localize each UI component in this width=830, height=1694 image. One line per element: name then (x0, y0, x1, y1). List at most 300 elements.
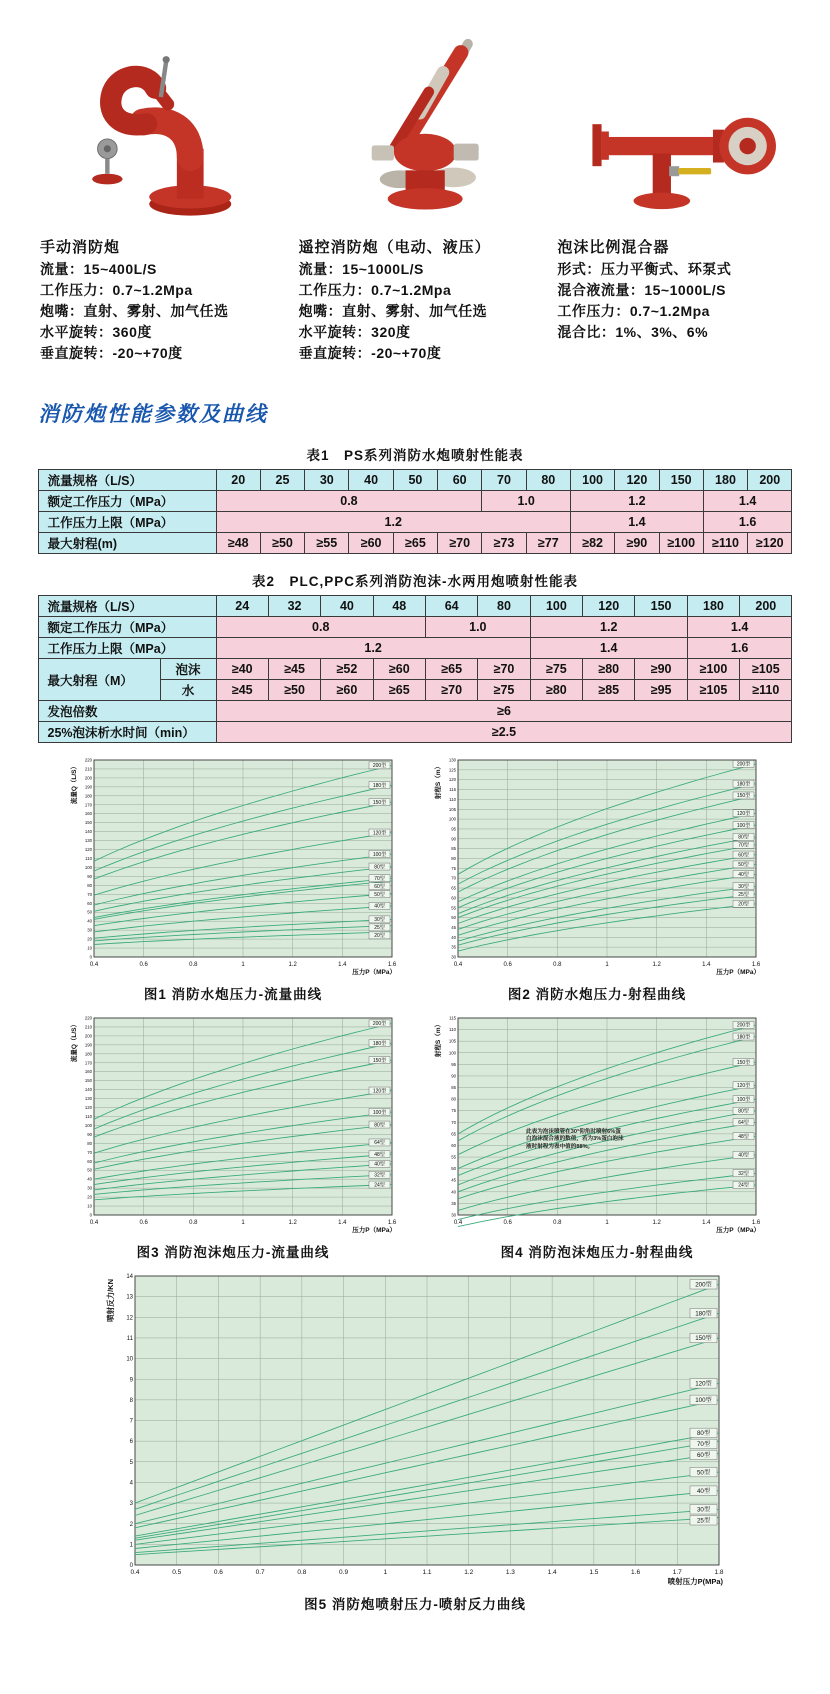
svg-text:流量Q（L/S）: 流量Q（L/S） (71, 763, 78, 805)
svg-text:40型: 40型 (738, 1152, 749, 1159)
svg-text:0.6: 0.6 (139, 962, 148, 968)
table2-title: 表2 PLC,PPC系列消防泡沫-水两用炮喷射性能表 (251, 574, 578, 589)
table-cell: 1.4 (703, 491, 792, 512)
charts-section (0, 753, 830, 1613)
svg-text:90: 90 (451, 836, 456, 842)
svg-text:80: 80 (87, 882, 92, 888)
table-cell: 180 (687, 596, 739, 617)
row-label: 流量规格（L/S） (38, 596, 216, 617)
table-cell: ≥48 (216, 533, 260, 554)
table-cell: 40 (349, 470, 393, 491)
svg-text:1.1: 1.1 (422, 1569, 432, 1576)
svg-text:40型: 40型 (374, 1161, 385, 1168)
svg-text:180: 180 (84, 793, 92, 799)
table-row (38, 701, 792, 722)
chart-canvas (68, 1011, 398, 1235)
svg-text:1.4: 1.4 (338, 1220, 347, 1226)
svg-text:180型: 180型 (695, 1310, 712, 1318)
svg-text:70型: 70型 (374, 875, 385, 882)
svg-text:80型: 80型 (738, 834, 749, 841)
svg-text:150型: 150型 (372, 1057, 387, 1064)
svg-text:1.4: 1.4 (338, 962, 347, 968)
svg-text:喷射反力/KN: 喷射反力/KN (106, 1279, 115, 1322)
chart5-caption: 图5 消防炮喷射压力-喷射反力曲线 (304, 1597, 526, 1612)
svg-text:30型: 30型 (738, 883, 749, 890)
svg-text:48型: 48型 (738, 1133, 749, 1140)
table-cell: 1.4 (687, 617, 792, 638)
svg-text:70型: 70型 (738, 842, 749, 849)
product-name: 手动消防炮 (40, 239, 121, 256)
table-cell: 48 (373, 596, 425, 617)
svg-text:10: 10 (87, 1203, 92, 1209)
svg-text:25型: 25型 (374, 925, 385, 932)
table-cell: 50 (393, 470, 437, 491)
row-label: 最大射程（M） (38, 659, 160, 701)
chart2-caption: 图2 消防水炮压力-射程曲线 (507, 987, 687, 1002)
row-label: 25%泡沫析水时间（min） (38, 722, 216, 743)
svg-text:1.6: 1.6 (751, 962, 761, 968)
chart4-caption: 图4 消防泡沫炮压力-射程曲线 (500, 1245, 694, 1260)
product-specs (557, 259, 804, 343)
table-cell: ≥105 (687, 680, 739, 701)
svg-text:1.2: 1.2 (652, 1220, 661, 1226)
svg-text:160: 160 (84, 1069, 92, 1075)
table-cell: ≥90 (635, 659, 687, 680)
product-spec-line: 炮嘴：直射、雾射、加气任选 (298, 303, 488, 319)
svg-text:压力P（MPa）: 压力P（MPa） (716, 1227, 760, 1234)
table1-ps-series-performance (38, 469, 793, 554)
table-cell: ≥100 (659, 533, 703, 554)
svg-text:50型: 50型 (696, 1469, 711, 1477)
product-spec-line: 混合液流量：15~1000L/S (557, 282, 727, 298)
svg-text:1.2: 1.2 (464, 1569, 474, 1576)
svg-text:180型: 180型 (372, 782, 387, 789)
svg-text:流量Q（L/S）: 流量Q（L/S） (71, 1021, 78, 1063)
table-cell: 120 (583, 596, 635, 617)
svg-text:40型: 40型 (374, 903, 385, 910)
table-cell: ≥6 (216, 701, 792, 722)
manual-fire-monitor-illustration (61, 37, 266, 232)
svg-text:10: 10 (87, 945, 92, 951)
product-specs (40, 259, 287, 364)
chart-canvas (432, 753, 762, 977)
svg-text:90: 90 (87, 1131, 92, 1137)
svg-text:220: 220 (84, 1015, 92, 1021)
svg-text:75: 75 (451, 1108, 456, 1114)
product-spec-line: 水平旋转：360度 (40, 324, 152, 340)
svg-text:60型: 60型 (738, 852, 749, 859)
svg-text:105: 105 (448, 806, 456, 812)
chart-row-1 (0, 753, 830, 1003)
products-section (0, 0, 830, 368)
table-cell: 24 (216, 596, 268, 617)
svg-text:30型: 30型 (374, 917, 385, 924)
svg-text:180: 180 (84, 1051, 92, 1057)
svg-text:210: 210 (84, 1024, 92, 1030)
foam-proportioner-illustration (576, 104, 786, 232)
manual-fire-monitor-photo (40, 24, 287, 232)
table-cell: ≥65 (393, 533, 437, 554)
svg-text:1: 1 (241, 1220, 245, 1226)
table-cell: ≥100 (687, 659, 739, 680)
svg-text:150: 150 (84, 820, 92, 826)
table-cell: 1.0 (425, 617, 530, 638)
svg-text:95: 95 (451, 1061, 456, 1067)
svg-text:80: 80 (451, 1096, 456, 1102)
svg-text:1: 1 (383, 1569, 388, 1576)
row-label: 工作压力上限（MPa） (38, 512, 216, 533)
table-cell: 200 (748, 470, 792, 491)
chart1-caption: 图1 消防水炮压力-流量曲线 (143, 987, 323, 1002)
table-cell: 70 (482, 470, 526, 491)
svg-text:200型: 200型 (695, 1281, 712, 1289)
svg-text:0.8: 0.8 (297, 1569, 307, 1576)
table-cell: ≥75 (530, 659, 582, 680)
svg-text:30: 30 (451, 1212, 456, 1218)
svg-text:60: 60 (87, 1158, 92, 1164)
svg-text:1: 1 (129, 1542, 133, 1549)
svg-text:50: 50 (451, 915, 456, 921)
svg-text:1: 1 (605, 1220, 609, 1226)
table-row (38, 533, 792, 554)
product-spec-line: 混合比：1%、3%、6% (557, 324, 709, 340)
svg-text:50: 50 (87, 909, 92, 915)
svg-text:1.4: 1.4 (702, 1220, 711, 1226)
table2-plc-ppc-series-performance (38, 595, 793, 743)
svg-text:120型: 120型 (372, 830, 387, 837)
svg-text:8: 8 (129, 1397, 133, 1404)
svg-text:100: 100 (448, 1050, 456, 1056)
svg-text:2: 2 (129, 1521, 133, 1528)
svg-text:80: 80 (87, 1140, 92, 1146)
svg-text:50: 50 (451, 1166, 456, 1172)
svg-text:0.4: 0.4 (453, 1220, 463, 1226)
product-foam-proportioner (557, 24, 804, 364)
svg-text:40型: 40型 (738, 872, 749, 879)
product-remote-monitor (299, 24, 546, 364)
svg-text:喷射压力P(MPa): 喷射压力P(MPa) (667, 1577, 723, 1586)
table-row (38, 638, 792, 659)
svg-text:90: 90 (87, 873, 92, 879)
table-cell: ≥70 (438, 533, 482, 554)
table-cell: ≥65 (425, 659, 477, 680)
table-cell: 150 (635, 596, 687, 617)
table-cell: 0.8 (216, 617, 425, 638)
table-cell: 200 (740, 596, 792, 617)
svg-text:24型: 24型 (374, 1182, 385, 1189)
chart2-water-range (432, 753, 762, 1003)
svg-text:压力P（MPa）: 压力P（MPa） (352, 969, 396, 976)
svg-text:0.6: 0.6 (503, 962, 512, 968)
table-cell: 1.0 (482, 491, 571, 512)
svg-text:80型: 80型 (738, 1108, 749, 1115)
svg-text:0.4: 0.4 (453, 962, 463, 968)
svg-text:150型: 150型 (695, 1335, 712, 1343)
table-cell: ≥82 (570, 533, 614, 554)
svg-text:10: 10 (126, 1356, 133, 1363)
foam-proportioner-photo (557, 24, 804, 232)
svg-text:65: 65 (451, 885, 456, 891)
table-cell: 1.6 (703, 512, 792, 533)
svg-text:9: 9 (129, 1377, 133, 1384)
table-cell: 1.4 (570, 512, 703, 533)
svg-text:30: 30 (87, 927, 92, 933)
svg-text:130: 130 (84, 838, 92, 844)
svg-text:0.6: 0.6 (213, 1569, 223, 1576)
table-cell: 100 (570, 470, 614, 491)
table-cell: ≥65 (373, 680, 425, 701)
svg-text:压力P（MPa）: 压力P（MPa） (716, 969, 760, 976)
row-sublabel: 水 (160, 680, 216, 701)
svg-text:100: 100 (448, 816, 456, 822)
svg-text:150型: 150型 (372, 799, 387, 806)
table-cell: ≥73 (482, 533, 526, 554)
svg-text:4: 4 (129, 1480, 133, 1487)
table-cell: 64 (425, 596, 477, 617)
chart-row-3 (0, 1269, 830, 1613)
table-cell: 1.2 (216, 638, 530, 659)
row-label: 额定工作压力（MPa） (38, 491, 216, 512)
table-cell: ≥110 (703, 533, 747, 554)
chart3-caption: 图3 消防泡沫炮压力-流量曲线 (136, 1245, 330, 1260)
table-row (38, 722, 792, 743)
svg-text:100型: 100型 (372, 1109, 387, 1116)
chart1-water-flow (68, 753, 398, 1003)
product-spec-line: 水平旋转：320度 (298, 324, 411, 340)
table1-title: 表1 PS系列消防水炮喷射性能表 (306, 448, 524, 463)
table-cell: ≥60 (349, 533, 393, 554)
table-cell: ≥60 (373, 659, 425, 680)
svg-text:5: 5 (129, 1459, 133, 1466)
svg-text:40: 40 (451, 934, 456, 940)
chart-canvas (432, 1011, 762, 1235)
product-spec-line: 工作压力：0.7~1.2Mpa (40, 282, 193, 298)
svg-text:25型: 25型 (738, 891, 749, 898)
svg-text:190: 190 (84, 1042, 92, 1048)
remote-fire-monitor-photo (299, 24, 546, 232)
svg-text:40型: 40型 (696, 1487, 711, 1495)
svg-text:180型: 180型 (372, 1040, 387, 1047)
row-label: 发泡倍数 (38, 701, 216, 722)
table-cell: 40 (321, 596, 373, 617)
svg-text:20: 20 (87, 936, 92, 942)
product-spec-line: 垂直旋转：-20~+70度 (40, 345, 183, 361)
svg-text:105: 105 (448, 1038, 456, 1044)
svg-text:65: 65 (451, 1131, 456, 1137)
table-row (38, 470, 792, 491)
table-cell: ≥80 (530, 680, 582, 701)
svg-text:130: 130 (448, 757, 456, 763)
svg-text:7: 7 (129, 1418, 133, 1425)
svg-text:0: 0 (129, 1563, 133, 1570)
svg-text:60: 60 (451, 895, 456, 901)
svg-text:200型: 200型 (736, 761, 751, 768)
product-spec-line: 流量：15~400L/S (40, 261, 157, 277)
svg-text:170: 170 (84, 1060, 92, 1066)
svg-text:24型: 24型 (738, 1182, 749, 1189)
svg-text:110: 110 (85, 856, 92, 862)
table-cell: ≥90 (615, 533, 659, 554)
svg-text:200: 200 (84, 1033, 92, 1039)
svg-text:100型: 100型 (695, 1397, 712, 1405)
svg-text:1.2: 1.2 (288, 962, 297, 968)
svg-text:120型: 120型 (695, 1380, 712, 1388)
svg-text:1.7: 1.7 (672, 1569, 682, 1576)
table-cell: ≥45 (216, 680, 268, 701)
chart4-foam-range (432, 1011, 762, 1261)
chart-annotation: 此表为泡沫喷管在30°仰角时喷射6%蛋白泡沫混合液的数值，若为3%蛋白泡沫液时射程为表中值的88%。 (526, 1129, 624, 1150)
svg-text:100型: 100型 (736, 822, 751, 829)
table-cell: ≥50 (260, 533, 304, 554)
table-cell: ≥110 (740, 680, 792, 701)
svg-text:1.6: 1.6 (387, 962, 397, 968)
svg-text:100: 100 (84, 864, 92, 870)
svg-text:35: 35 (451, 944, 456, 950)
table-row (38, 512, 792, 533)
svg-text:30型: 30型 (696, 1506, 711, 1514)
chart3-foam-flow (68, 1011, 398, 1261)
svg-text:35: 35 (451, 1200, 456, 1206)
svg-text:60: 60 (451, 1142, 456, 1148)
svg-text:40: 40 (87, 918, 92, 924)
table-cell: 20 (216, 470, 260, 491)
svg-text:1.6: 1.6 (751, 1220, 761, 1226)
table-cell: 150 (659, 470, 703, 491)
table-cell: ≥105 (740, 659, 792, 680)
svg-text:11: 11 (126, 1336, 133, 1343)
svg-text:1.4: 1.4 (702, 962, 711, 968)
row-label: 最大射程(m) (38, 533, 216, 554)
svg-text:50: 50 (87, 1167, 92, 1173)
product-spec-line: 垂直旋转：-20~+70度 (298, 345, 442, 361)
product-spec-line: 工作压力：0.7~1.2Mpa (298, 282, 452, 298)
svg-text:0: 0 (89, 1212, 92, 1218)
svg-text:1.8: 1.8 (714, 1569, 724, 1576)
svg-text:30: 30 (451, 954, 456, 960)
svg-text:70: 70 (451, 875, 456, 881)
product-spec-line: 流量：15~1000L/S (298, 261, 424, 277)
svg-text:120: 120 (84, 847, 92, 853)
svg-text:125: 125 (448, 767, 456, 773)
table-cell: 120 (615, 470, 659, 491)
table-row (38, 596, 792, 617)
svg-text:55: 55 (451, 905, 456, 911)
table-cell: 80 (526, 470, 570, 491)
svg-text:32型: 32型 (738, 1171, 749, 1178)
table-cell: ≥70 (425, 680, 477, 701)
product-specs (299, 259, 546, 364)
table-cell: ≥50 (268, 680, 320, 701)
remote-fire-monitor-illustration (320, 32, 525, 232)
svg-text:0.8: 0.8 (189, 1220, 198, 1226)
svg-text:1.3: 1.3 (505, 1569, 515, 1576)
svg-text:95: 95 (451, 826, 456, 832)
svg-text:70: 70 (451, 1119, 456, 1125)
svg-text:1.4: 1.4 (547, 1569, 557, 1576)
svg-text:180型: 180型 (736, 781, 751, 788)
table-cell: 60 (438, 470, 482, 491)
table-cell: 1.2 (570, 491, 703, 512)
svg-text:210: 210 (84, 766, 92, 772)
svg-text:1.2: 1.2 (652, 962, 661, 968)
product-manual-monitor (40, 24, 287, 364)
table-cell: 100 (530, 596, 582, 617)
svg-text:60型: 60型 (374, 883, 385, 890)
svg-text:3: 3 (129, 1501, 133, 1508)
svg-text:12: 12 (126, 1315, 133, 1322)
svg-text:120: 120 (84, 1105, 92, 1111)
table-cell: 30 (305, 470, 349, 491)
svg-text:220: 220 (84, 757, 92, 763)
svg-text:0.4: 0.4 (89, 962, 99, 968)
svg-text:70型: 70型 (696, 1441, 711, 1449)
svg-text:射程S（m）: 射程S（m） (435, 763, 442, 800)
table-cell: ≥80 (583, 659, 635, 680)
table-cell: ≥75 (478, 680, 530, 701)
svg-text:70: 70 (87, 891, 92, 897)
svg-text:150型: 150型 (736, 1059, 751, 1066)
svg-text:200型: 200型 (372, 1021, 387, 1028)
svg-text:14: 14 (126, 1274, 133, 1281)
product-spec-line: 形式：压力平衡式、环泵式 (557, 261, 732, 277)
svg-text:64型: 64型 (374, 1140, 385, 1147)
svg-text:0: 0 (89, 954, 92, 960)
svg-text:120型: 120型 (372, 1088, 387, 1095)
table-cell: ≥2.5 (216, 722, 792, 743)
svg-text:170: 170 (84, 802, 92, 808)
table-cell: ≥45 (268, 659, 320, 680)
row-label: 工作压力上限（MPa） (38, 638, 216, 659)
svg-text:45: 45 (451, 1177, 456, 1183)
svg-text:0.7: 0.7 (255, 1569, 265, 1576)
svg-text:55: 55 (451, 1154, 456, 1160)
svg-text:140: 140 (84, 1087, 92, 1093)
svg-text:115: 115 (449, 787, 456, 793)
table-row (38, 659, 792, 680)
chart-canvas (68, 753, 398, 977)
svg-text:射程S（m）: 射程S（m） (435, 1021, 442, 1058)
chart-row-2 (0, 1011, 830, 1261)
product-spec-line: 工作压力：0.7~1.2Mpa (557, 303, 710, 319)
svg-text:20型: 20型 (738, 901, 749, 908)
svg-text:40: 40 (451, 1189, 456, 1195)
svg-text:80: 80 (451, 856, 456, 862)
svg-text:180型: 180型 (736, 1034, 751, 1041)
svg-text:40: 40 (87, 1176, 92, 1182)
svg-text:80型: 80型 (374, 1122, 385, 1129)
svg-text:50型: 50型 (374, 891, 385, 898)
svg-text:150: 150 (84, 1078, 92, 1084)
table-cell: ≥40 (216, 659, 268, 680)
svg-text:60: 60 (87, 900, 92, 906)
section-title: 消防炮性能参数及曲线 (38, 403, 268, 426)
svg-text:0.8: 0.8 (189, 962, 198, 968)
svg-text:6: 6 (129, 1439, 133, 1446)
svg-text:25型: 25型 (696, 1517, 711, 1525)
row-sublabel: 泡沫 (160, 659, 216, 680)
svg-text:150型: 150型 (736, 793, 751, 800)
svg-text:60型: 60型 (696, 1452, 711, 1460)
svg-text:80型: 80型 (696, 1430, 711, 1438)
chart-canvas (105, 1269, 725, 1587)
svg-text:1.6: 1.6 (387, 1220, 397, 1226)
table-cell: 180 (703, 470, 747, 491)
svg-text:115: 115 (449, 1015, 456, 1021)
table-cell: ≥120 (748, 533, 792, 554)
svg-text:70: 70 (87, 1149, 92, 1155)
svg-text:90: 90 (451, 1073, 456, 1079)
table-cell: 32 (268, 596, 320, 617)
